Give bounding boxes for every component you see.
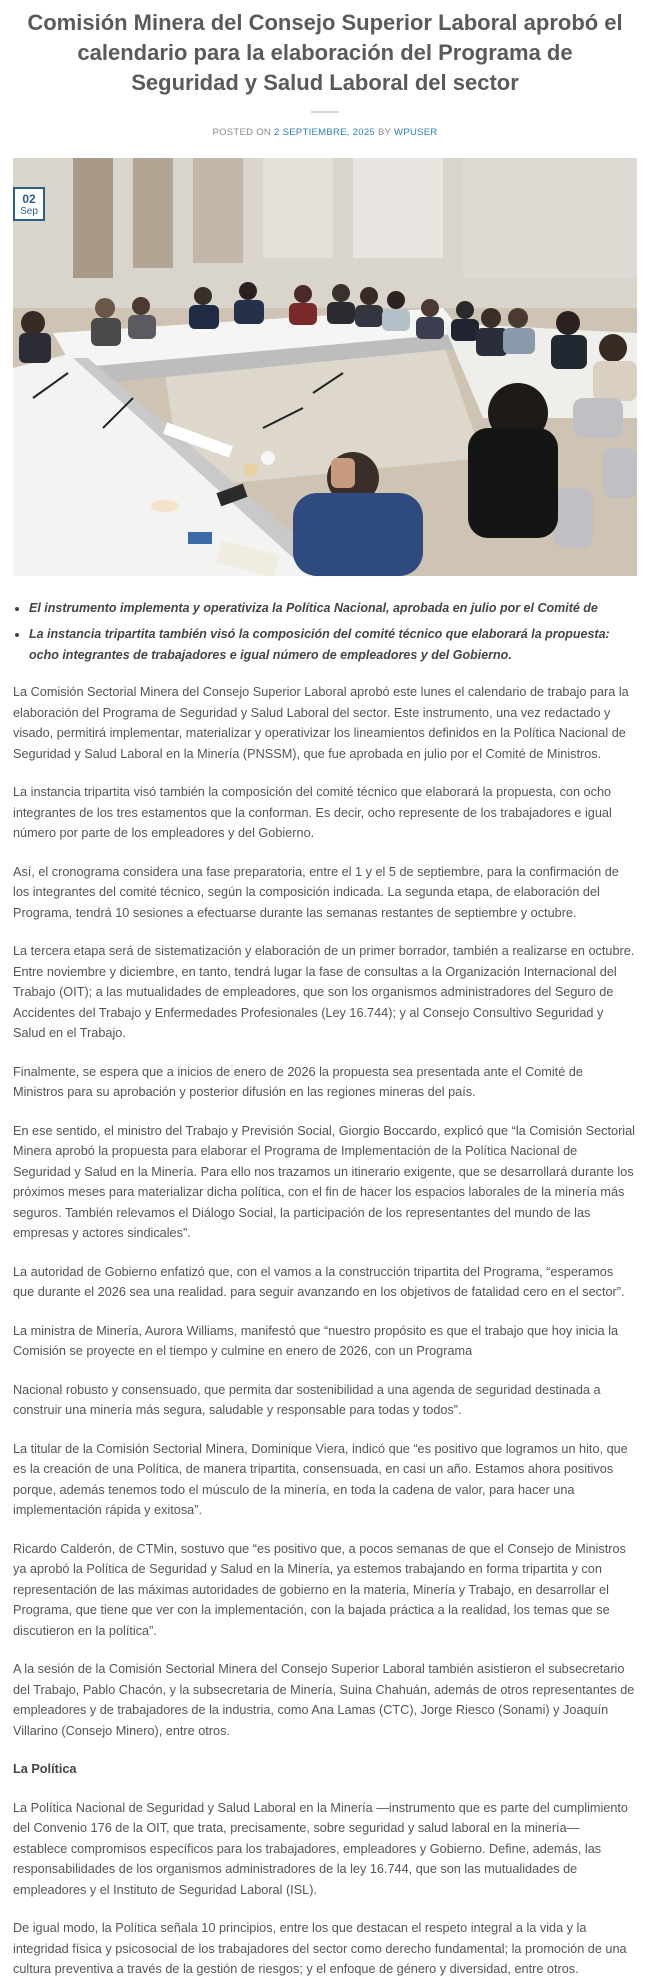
wall-panel [263,158,333,258]
wall-panel [193,158,243,263]
paragraph: A la sesión de la Comisión Sectorial Minera del Consejo Superior Laboral también asistieron el subsecretario del Trabajo, Pablo Chacón, y la subsecretaria de Minería, Suina Chahuán, además de otros representantes de empleadores y de trabajadores de la industria, como Ana Lamas (CTC), Jorge Riesco (Sonami) y Joaquín Villarino (Consejo Minero), entre otros. [13,1662,635,1738]
paragraph: La instancia tripartita visó también la composición del comité técnico que elaborará la propuesta, con ocho integrantes de los tres estamentos que la conforman. Es decir, ocho represente de los trabajadores e igual número por parte de los empleadores y del Gobierno. [13,785,612,840]
paragraph: La Comisión Sectorial Minera del Consejo Superior Laboral aprobó este lunes el calendario de trabajo para la elaboración del Programa de Seguridad y Salud Laboral del sector. Este instrumento, una vez redactado y visado, permitirá implementar, materializar y operativizar los lineamientos definidos en la Política Nacional de Seguridad y Salud Laboral en la Minería (PNSSM), que fue aprobada en julio por el Comité de Ministros. [13,685,629,761]
summary-bullet: • El instrumento implementa y operativiza la Política Nacional, aprobada en julio por el Comité de [29,598,637,619]
post-date-link[interactable]: 2 SEPTIEMBRE, 2025 [274,127,376,138]
article-title: Comisión Minera del Consejo Superior Laboral aprobó el calendario para la elaboración del Programa de Seguridad y Salud Laboral del sector [27,10,623,95]
wall-panel [133,158,173,268]
summary-bullet: • La instancia tripartita también visó la composición del comité técnico que elaborará la propuesta: ocho integrantes de trabajadores e igual número de empleadores y del Gobierno. [29,624,637,666]
paragraph: La Política Nacional de Seguridad y Salud Laboral en la Minería —instrumento que es parte del cumplimiento del Convenio 176 de la OIT, que trata, precisamente, sobre seguridad y salud laboral en la minería— establece compromisos específicos para los trabajadores, empleadores y Gobierno. Define, además, las responsabilidades de los organismos administradores de la ley 16.744, que son las mutualidades de empleadores y el Instituto de Seguridad Laboral (ISL). [13,1800,628,1897]
paragraph: La titular de la Comisión Sectorial Minera, Dominique Viera, indicó que “es positivo que logramos un hito, que es la creación de una Política, de manera tripartita, consensuada, en casi un año. Estamos ahora positivos porque, además tenemos todo el músculo de la minería, en toda la cadena de valor, para hacer una implementación rápida y exitosa”. [13,1441,628,1517]
author-link[interactable]: WPUSER [394,127,438,138]
featured-image [13,158,637,576]
paragraph: La ministra de Minería, Aurora Williams, manifestó que “nuestro propósito es que el trabajo que hoy inicia la Comisión se proyecte en el tiempo y culmine en enero de 2026, con un Programa [13,1323,619,1358]
paragraph: La autoridad de Gobierno enfatizó que, con el vamos a la construcción tripartita del Programa, “esperamos que durante el 2026 sea una realidad. para seguir avanzando en los objetivos de fatalidad cero en el sector”. [13,1264,625,1299]
by-label: BY [377,127,392,138]
meeting-photo-illustration [13,158,637,576]
post-meta [13,127,637,138]
paragraph: La tercera etapa será de sistematización y elaboración de un primer borrador, también a realizarse en octubre. Entre noviembre y diciembre, en tanto, tendrá lugar la fase de consultas a la Organización Internacional del Trabajo (OIT); a las mutualidades de empleadores, que son los organismos administradores del Seguro de Accidentes del Trabajo y Enfermedades Profesionales (Ley 16.744); y al Consejo Consultivo Seguridad y Salud en el Trabajo. [13,944,635,1040]
wall-panel [463,158,637,278]
wall-panel [353,158,443,258]
wall-panel [73,158,113,278]
date-badge [13,187,45,221]
paragraph: Finalmente, se espera que a inicios de enero de 2026 la propuesta sea presentada ante el Comité de Ministros para su aprobación y posterior difusión en las regiones mineras del país. [13,1064,583,1099]
paragraph: En ese sentido, el ministro del Trabajo y Previsión Social, Giorgio Boccardo, explicó que “la Comisión Sectorial Minera aprobó la propuesta para elaborar el Programa de Implementación de la Política Nacional de Seguridad y Salud en la Minería. Para ello nos trazamos un itinerario exigente, que se desarrollará durante los próximos meses para materializar dicha política, con el fin de hacer los espacios laborales de la minería más seguros. También relevamos el Diálogo Social, la participación de los representantes del mundo de las empresas y actores sindicales”. [13,1123,635,1240]
summary-bullets [29,598,637,666]
title-divider [311,111,339,113]
article-body [13,682,637,1980]
section-subheading: La Política [13,1762,77,1776]
paragraph: Así, el cronograma considera una fase preparatoria, entre el 1 y el 5 de septiembre, para la confirmación de los integrantes del comité técnico, según la composición indicada. La segunda etapa, de elaboración del Programa, tendrá 10 sesiones a efectuarse durante las semanas restantes de septiembre y octubre. [13,864,619,920]
paragraph: Nacional robusto y consensuado, que permita dar sostenibilidad a una agenda de seguridad destinada a construir una minería más segura, saludable y responsable para todas y todos”. [13,1382,601,1417]
paragraph: De igual modo, la Política señala 10 principios, entre los que destacan el respeto integral a la vida y la integridad física y psicosocial de los trabajadores del sector como derecho fundamental; la promoción de una cultura preventiva a través de la gestión de riesgos; y el enfoque de género y diversidad, entre otros. [13,1921,627,1976]
posted-on-label: POSTED ON [212,127,272,138]
date-badge-month: Sep [20,206,38,217]
paragraph: Ricardo Calderón, de CTMin, sostuvo que “es positivo que, a pocos semanas de que el Consejo de Ministros ya aprobó la Política de Seguridad y Salud en la Minería, ya estemos trabajando en forma tripartita y con representación de las máximas autoridades de gobierno en la materia, Minería y Trabajo, en desarrollar el Programa, que tiene que ver con la implementación, con la bajada práctica a la realidad, los temas que se discutieron en la política”. [13,1541,626,1638]
date-badge-day: 02 [22,192,36,206]
